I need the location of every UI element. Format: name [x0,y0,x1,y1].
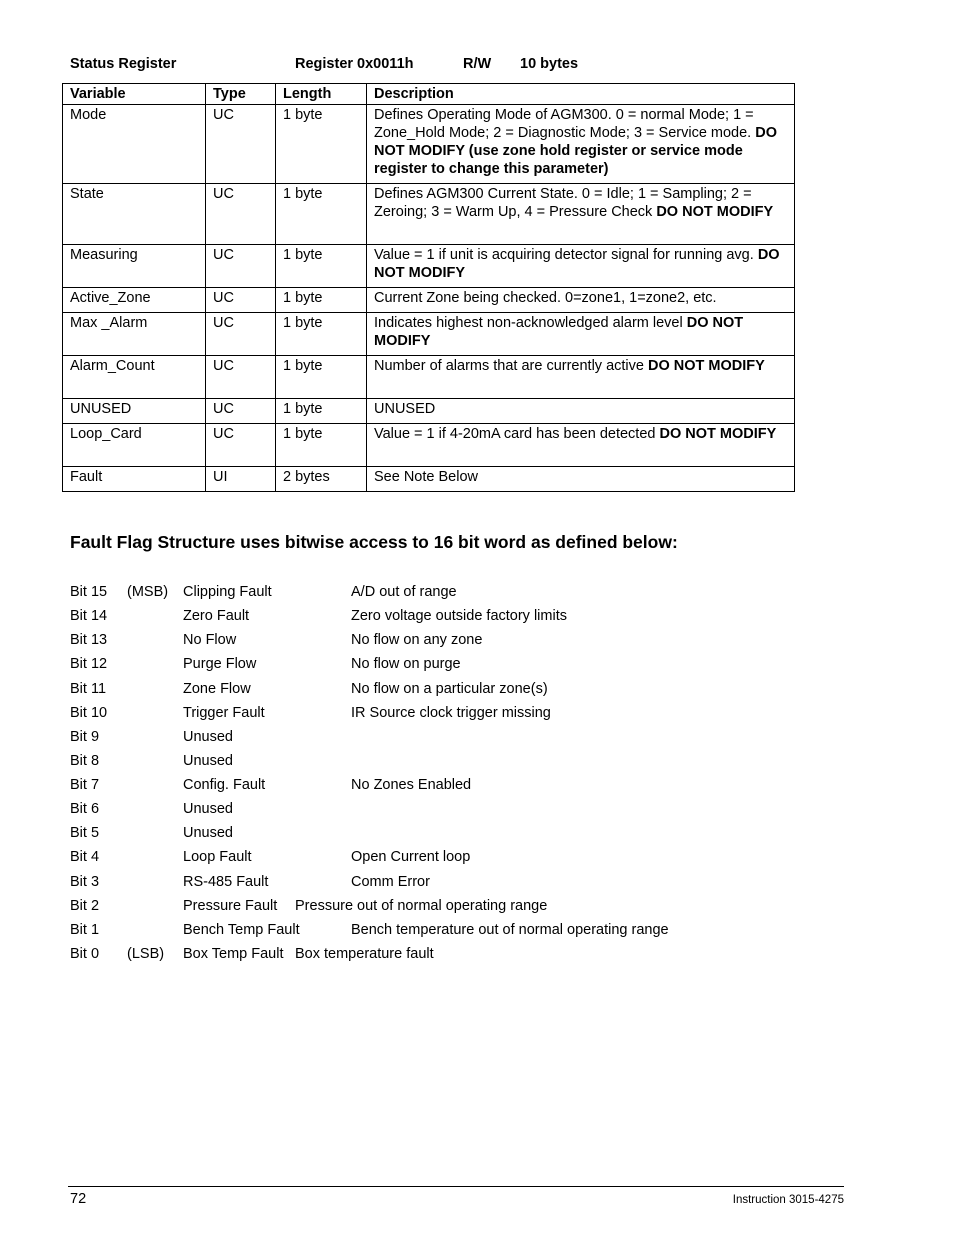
cell-type: UC [206,105,276,184]
bit-number: Bit 11 [70,680,107,697]
column-header-description: Description [367,84,795,105]
bit-description: No Zones Enabled [351,777,472,794]
cell-description [367,288,795,313]
cell-type: UC [206,288,276,313]
bit-name: Loop Fault [183,849,252,866]
cell-length: 1 byte [276,105,367,184]
cell-variable: Max _Alarm [63,313,206,356]
bit-number: Bit 12 [70,656,108,673]
cell-type: UC [206,245,276,288]
bit-name: No Flow [183,632,237,649]
fault-bit-row [0,823,954,843]
description-text: UNUSED [374,401,436,417]
table-row [63,184,795,245]
cell-variable: Fault [63,467,206,492]
bit-number: Bit 5 [70,825,100,842]
bit-name: RS-485 Fault [183,873,269,890]
bit-description: No flow on a particular zone(s) [351,680,548,697]
column-header-variable: Variable [63,84,206,105]
cell-description [367,356,795,399]
cell-variable: UNUSED [63,399,206,424]
bit-tag: (MSB) [127,584,169,600]
cell-length: 1 byte [276,313,367,356]
instruction-number: Instruction 3015-4275 [732,1194,844,1206]
cell-type: UC [206,399,276,424]
fault-bit-row [0,630,954,650]
bit-number: Bit 4 [70,849,100,866]
bit-description: A/D out of range [351,584,457,600]
bit-number: Bit 1 [70,921,100,938]
bit-name: Unused [183,801,233,818]
fault-bit-row [0,872,954,892]
fault-bit-row [0,606,954,626]
fault-bit-row [0,582,954,602]
bit-description: Open Current loop [351,849,471,866]
bit-description: Zero voltage outside factory limits [351,608,567,625]
cell-variable: Measuring [63,245,206,288]
bit-description: IR Source clock trigger missing [351,704,551,721]
cell-description [367,399,795,424]
bit-name: Unused [183,752,233,769]
bit-name: Zero Fault [183,608,250,625]
bit-number: Bit 2 [70,897,100,914]
register-size: 10 bytes [520,56,579,72]
fault-bit-row [0,896,954,916]
cell-length: 1 byte [276,288,367,313]
description-warning: DO NOT MODIFY [648,358,765,374]
description-text: See Note Below [374,469,478,485]
cell-length: 1 byte [276,356,367,399]
bit-name: Pressure Fault [183,897,278,914]
fault-bit-row [0,847,954,867]
cell-description [367,245,795,288]
cell-length: 1 byte [276,245,367,288]
description-warning: DO NOT MODIFY [656,204,774,220]
cell-length: 2 bytes [276,467,367,492]
cell-description [367,105,795,184]
bit-number: Bit 15 [70,584,108,600]
table-row [63,467,795,492]
cell-type: UC [206,313,276,356]
description-text: Defines AGM300 Current State. 0 = Idle; 1 = Sampling; 2 = Zeroing; 3 = Warm Up, 4 = Pressure Check [374,186,752,220]
cell-type: UC [206,184,276,245]
table-row [63,424,795,467]
description-text: Number of alarms that are currently active [374,358,648,374]
bit-number: Bit 6 [70,801,100,818]
fault-bit-row [0,944,954,964]
bit-name: Box Temp Fault [183,945,284,962]
page-number: 72 [70,1191,87,1207]
bit-description: No flow on any zone [351,632,483,649]
description-warning: DO NOT MODIFY [374,315,744,349]
table-row [63,356,795,399]
table-row [63,105,795,184]
fault-bit-row [0,751,954,771]
bit-number: Bit 14 [70,608,108,625]
cell-variable: Alarm_Count [63,356,206,399]
bit-name: Trigger Fault [183,704,265,721]
bit-number: Bit 10 [70,704,108,721]
bit-number: Bit 7 [70,777,100,794]
bit-name: Unused [183,728,233,745]
fault-bit-row [0,727,954,747]
bit-description: Box temperature fault [295,945,434,962]
description-text: Value = 1 if unit is acquiring detector signal for running avg. [374,247,758,263]
description-text: Value = 1 if 4-20mA card has been detected [374,426,660,442]
fault-bit-row [0,703,954,723]
status-register-table [62,83,795,492]
bit-name: Zone Flow [183,680,251,697]
bit-name: Unused [183,825,233,842]
column-header-length: Length [276,84,367,105]
bit-number: Bit 8 [70,752,100,769]
cell-variable: State [63,184,206,245]
fault-flag-heading: Fault Flag Structure uses bitwise access to 16 bit word as defined below: [70,532,678,552]
bit-description: Bench temperature out of normal operating range [351,921,669,938]
register-address: Register 0x0011h [295,56,414,72]
cell-length: 1 byte [276,399,367,424]
column-header-type: Type [206,84,276,105]
cell-variable: Active_Zone [63,288,206,313]
fault-bit-row [0,920,954,940]
bit-description: Comm Error [351,873,430,890]
cell-description [367,467,795,492]
register-access: R/W [463,56,492,72]
fault-bit-row [0,799,954,819]
bit-name: Config. Fault [183,777,266,794]
bit-number: Bit 9 [70,728,100,745]
description-warning: DO NOT MODIFY [659,426,777,442]
description-warning: DO NOT MODIFY [374,247,780,281]
register-title: Status Register [70,56,177,72]
cell-description [367,184,795,245]
cell-type: UC [206,356,276,399]
bit-name: Purge Flow [183,656,257,673]
table-row [63,288,795,313]
cell-type: UI [206,467,276,492]
fault-bit-row [0,775,954,795]
table-row [63,399,795,424]
bit-number: Bit 3 [70,873,100,890]
bit-tag: (LSB) [127,945,165,962]
table-header-row [63,84,795,105]
table-row [63,245,795,288]
table-row [63,313,795,356]
bit-name: Clipping Fault [183,584,272,600]
cell-length: 1 byte [276,184,367,245]
cell-variable: Loop_Card [63,424,206,467]
cell-description [367,313,795,356]
description-text: Indicates highest non-acknowledged alarm level [374,315,687,331]
cell-length: 1 byte [276,424,367,467]
fault-bit-row [0,654,954,674]
description-text: Defines Operating Mode of AGM300. 0 = normal Mode; 1 = Zone_Hold Mode; 2 = Diagnostic Mode; 3 = Service mode. [374,107,756,141]
cell-variable: Mode [63,105,206,184]
cell-type: UC [206,424,276,467]
description-text: Current Zone being checked. 0=zone1, 1=zone2, etc. [374,290,717,306]
cell-description [367,424,795,467]
bit-number: Bit 0 [70,945,100,962]
footer-divider [68,1186,844,1187]
bit-description: Pressure out of normal operating range [295,897,548,914]
description-warning: DO NOT MODIFY (use zone hold register or service mode register to change this parameter) [374,125,777,177]
bit-name: Bench Temp Fault [183,921,300,938]
fault-bit-row [0,679,954,699]
bit-description: No flow on purge [351,656,461,673]
bit-number: Bit 13 [70,632,108,649]
